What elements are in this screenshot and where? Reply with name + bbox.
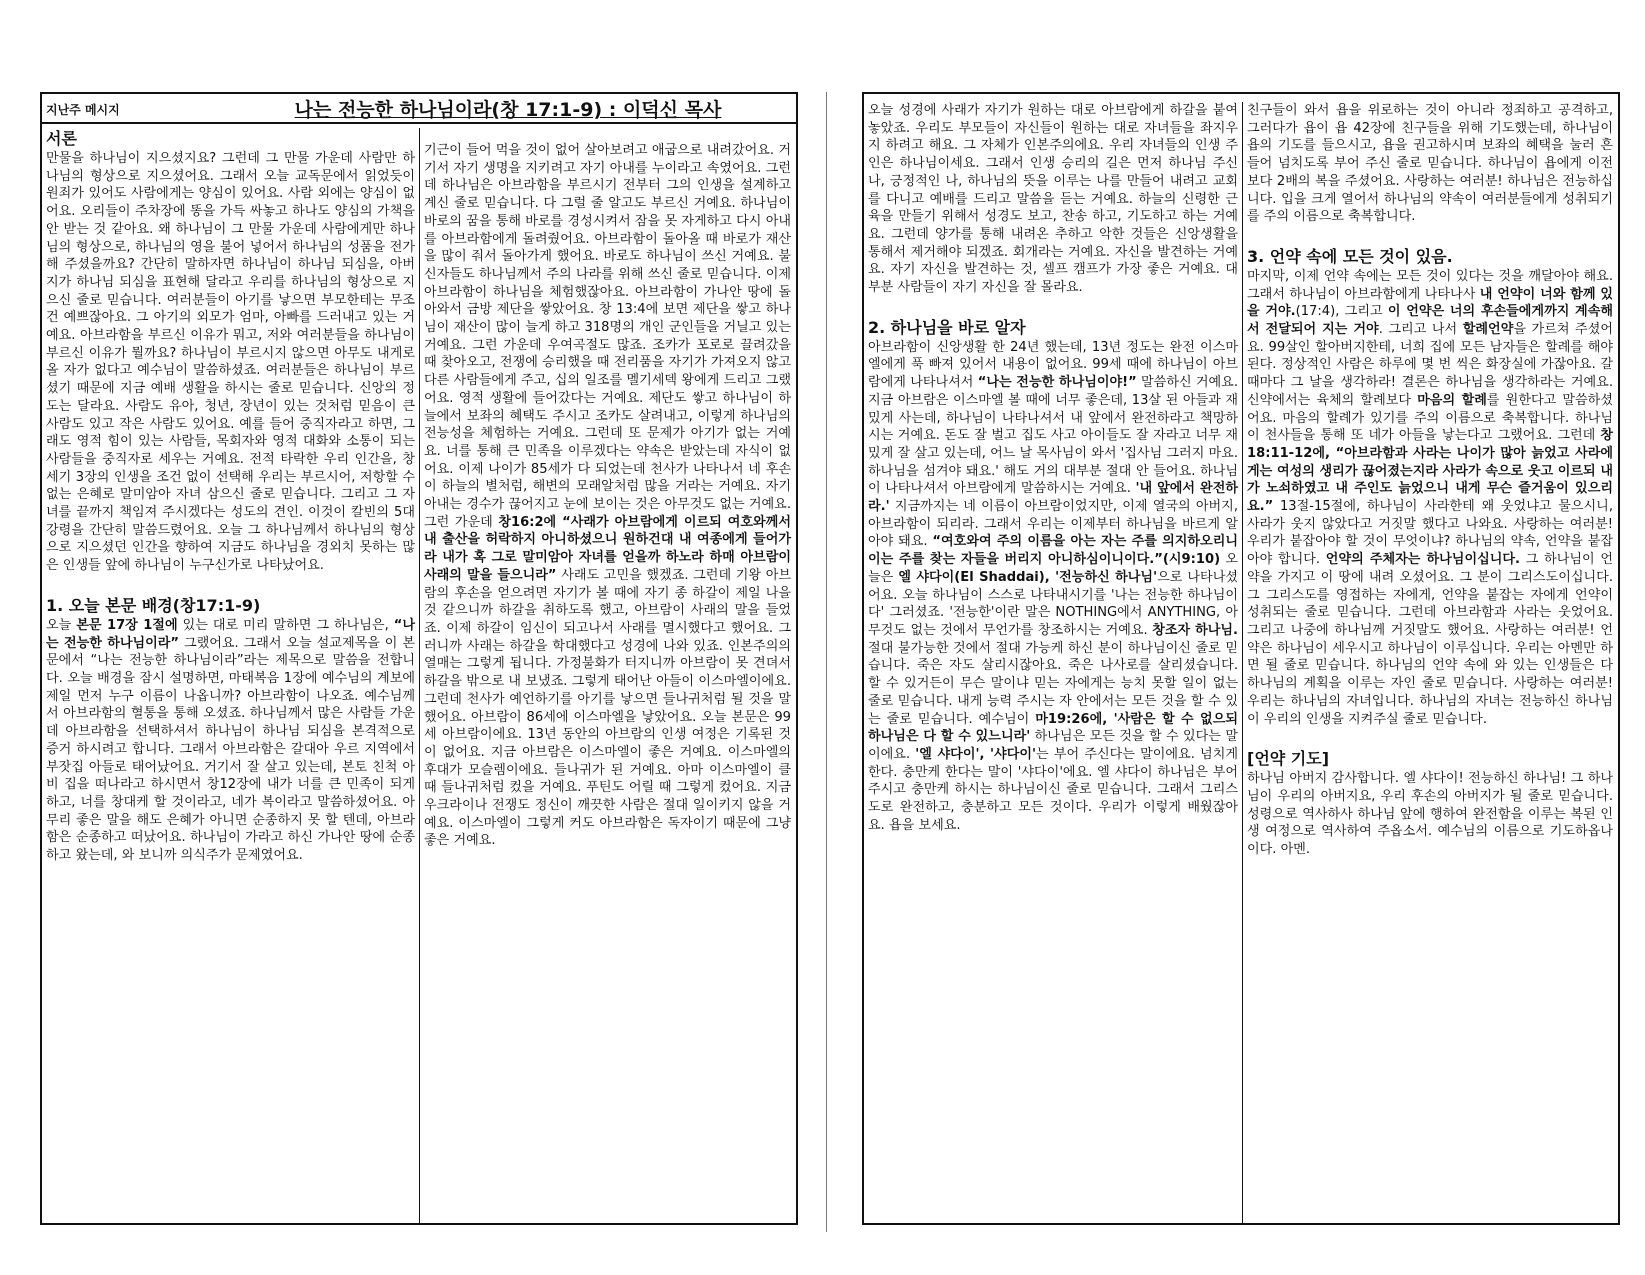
section-2-paragraph: 아브라함이 신앙생활 한 24년 했는데, 13년 정도는 완전 이스마엘에게 푹 빠져 있어서 내용이 없어요. 99세 때에 하나님이 아브람에게 나타나셔서 “나는 전능한 하나님이야!” 말씀하신 거예요. 지금 아브람은 이스마엘 볼 때에 너무 좋은데, 13살 된 아들과 재밌게 사는데, 하나님이 나타나셔서 내 앞에서 완전하라고 책망하시는 거예요. 돈도 잘 벌고 집도 사고 아이들도 잘 자라고 너무 재밌게 잘 살고 있는데, 어느 날 목사님이 와서 '집사님 그러지 마요. 하나님을 섬겨야 돼요.' 해도 거의 대부분 절대 안 들어요. 하나님이 나타나셔서 아브람에게 말씀하시는 거예요. '내 앞에서 완전하라.' 지금까지는 네 이름이 아브람이었지만, 이제 열국의 아버지, 아브라함이 되리라. 그래서 우리는 이제부터 하나님을 바르게 알아야 돼요. “여호와여 주의 이름을 아는 자는 주를 의지하오리니 이는 주를 찾는 자들을 버리지 아니하심이니이다.”(시9:10) 오늘은 엘 샤다이(El Shaddai), '전능하신 하나님'으로 나타나셨어요. 오늘 하나님이 스스로 나타내시기를 '나는 전능한 하나님이다' 그러셨죠. '전능한'이란 말은 NOTHING에서 ANYTHING, 아무것도 없는 것에서 무언가를 창조하시는 거예요. 창조자 하나님. 절대 불가능한 것에서 절대 가능케 하신 분이 하나님이신 줄로 믿습니다. 죽은 자도 살리시잖아요. 죽은 나사로를 살리셨습니다. 할 수 있거든이 무슨 말이냐 믿는 자에게는 능치 못할 일이 없는 줄로 믿습니다. 내게 능력 주시는 자 안에서는 모든 것을 할 수 있는 줄로 믿습니다. 예수님이 마19:26에, '사람은 할 수 없으되 하나님은 다 할 수 있느니라' 하나님은 모든 것을 할 수 있다는 말이에요. '엘 샤다이', '샤다이'는 부어 주신다는 말이에요. 넘치게 한다. 충만케 한다는 말이 '샤다이'에요. 엘 샤다이 하나님은 부어주시고 충만케 하시는 하나님이신 줄로 믿습니다. 그래서 그리스도로 완전하고, 충분하고 모든 것이다. 우리가 이렇게 배웠잖아요. 욥을 보세요. [868,339,1239,833]
header-bar [42,94,796,124]
section-1-continued-paragraph: 기근이 들어 먹을 것이 없어 살아보려고 애굽으로 내려갔어요. 거기서 자기 생명을 지키려고 자기 아내를 누이라고 속였어요. 그런데 하나님은 아브라함을 부르시기 전부터 그의 인생을 설계하고 계신 줄로 믿습니다. 다 그럴 줄 알고도 부르신 거예요. 하나님이 바로의 꿈을 통해 바로를 경성시켜서 잠을 못 자게하고 다시 아내를 아브라함에게 돌려줬어요. 아브라함이 돌아올 때 바로가 재산을 많이 줘서 돌아가게 했어요. 바로도 하나님이 쓰신 거예요. 불신자들도 하나님께서 주의 나라를 위해 쓰신 줄로 믿습니다. 이제 아브라함이 하나님을 체험했잖아요. 아브라함이 가나안 땅에 돌아와서 금방 제단을 쌓았어요. 창 13:4에 보면 제단을 쌓고 하나님이 재산이 많이 늘게 하고 318명의 개인 군인들을 거닐고 있는 거예요. 그런 가운데 우여곡절도 많죠. 조카가 포로로 끌려갔을 때 찾아오고, 전쟁에 승리했을 때 전리품을 자기가 가져오지 않고 다른 사람들에게 주고, 십의 일조를 멜기세덱 왕에게 드리고 그랬어요. 영적 생활에 들어갔다는 거예요. 제단도 쌓고 하나님이 하늘에서 보좌의 혜택도 주시고 조카도 살려내고, 이렇게 하나님의 전능성을 체험하는 거예요. 그런데 또 문제가 아기가 없는 거예요. 너를 통해 큰 민족을 이루겠다는 약속은 받았는데 자식이 없어요. 이제 나이가 85세가 다 되었는데 천사가 나타나서 네 후손이 하늘의 별처럼, 해변의 모래알처럼 많을 거라는 거예요. 자기 아내는 경수가 끊어지고 눈에 보이는 것은 아무것도 없는 거예요. 그런 가운데 창16:2에 “사래가 아브람에게 이르되 여호와께서 내 출산을 허락하지 아니하셨으니 원하건대 내 여종에게 들어가라 내가 혹 그로 말미암아 자녀를 얻을까 하노라 하매 아브람이 사래의 말을 들으니라” 사래도 고민을 했겠죠. 그런데 기왕 아브람의 후손을 얻으려면 자기가 볼 때에 자기 종 하갈이 제일 나을 것 같으니까 하갈을 취하도록 했고, 아브람이 사래의 말을 들었죠. 이제 하갈이 임신이 되고나서 사래를 멸시했다고 했어요. 그러니까 사래는 하갈을 학대했다고 성경에 나와 있죠. 인본주의의 열매는 그렇게 됩니다. 가정불화가 터지니까 아브람이 못 견뎌서 하갈을 밖으로 내 보냈죠. 그렇게 태어난 아들이 이스마엘이에요. 그런데 천사가 예언하기를 아기를 낳으면 들나귀처럼 될 것을 말했어요. 아브람이 86세에 이스마엘을 낳았어요. 오늘 본문은 99세 아브람이에요. 13년 동안의 아브람의 인생 여정은 기록된 것이 없어요. 지금 아브람은 이스마엘이 좋은 거예요. 이스마엘의 후대가 모슬렘이에요. 들나귀가 된 거예요. 아마 이스마엘이 클 때 들나귀처럼 컸을 거예요. 푸틴도 어릴 때 그렇게 컸어요. 지금 우크라이나 전쟁도 정신이 깨끗한 사람은 절대 일이키지 않을 거예요. 이스마엘이 그렇게 커도 아브라함은 독자이기 때문에 그냥 좋은 거예요. [424,143,791,849]
left-column-2 [420,142,795,1223]
sermon-title: 나는 전능한 하나님이라(창 17:1-9) : 이덕신 목사 [294,99,722,121]
left-column-1 [42,128,420,1223]
right-page [862,92,1620,1225]
right-column-2 [1243,102,1617,1223]
prayer-heading: [언약 기도] [1247,749,1330,769]
right-column-1 [864,102,1243,1223]
intro-heading: 서론 [46,129,77,148]
prayer-paragraph: 하나님 아버지 감사합니다. 엘 샤다이! 전능하신 하나님! 그 하나님이 우리의 아버지요, 우리 후손의 아버지가 될 줄로 믿습니다. 성령으로 역사하사 하나님 앞에 행하여 완전함을 이루는 복된 인생 여정으로 역사하여 주옵소서. 예수님의 이름으로 기도하옵나이다. 아멘. [1247,771,1613,858]
section-2-heading: 2. 하나님을 바로 알자 [868,317,1026,337]
page-divider-line [826,92,827,1232]
header-label: 지난주 메시지 [46,103,120,117]
section-1-paragraph: 오늘 본문 17장 1절에 있는 대로 미리 말하면 그 하나님은, “나는 전능한 하나님이라” 그랬어요. 그래서 오늘 설교제목을 이 본문에서 “나는 전능한 하나님이라”라는 제목으로 말씀을 전합니다. 오늘 배경을 잠시 설명하면, 마태복음 1장에 예수님의 계보에 제일 먼저 누구 이름이 나옵니까? 아브라함이 나오죠. 예수님께서 아브라함의 혈통을 통해 오셨죠. 하나님께서 많은 사람들 가운데 아브라함을 선택하셔서 하나님이 하나님 되심을 본격적으로 증거 하시려고 합니다. 그래서 아브라함은 갈대아 우르 지역에서 부잣집 아들로 태어났어요. 거기서 잘 살고 있는데, 본토 친척 아비 집을 떠나라고 하시면서 창12장에 내가 너를 큰 민족이 되게 하고, 너를 창대케 할 것이라고, 네가 복이라고 말씀하셨어요. 아무리 좋은 말을 해도 은혜가 아니면 순종하지 못 할 텐데, 아브라함은 순종하고 떠났어요. 하나님이 가라고 하신 가나안 땅에 순종하고 왔는데, 와 보니까 의식주가 문제였어요. [46,617,415,864]
section-1-closing-paragraph: 오늘 성경에 사래가 자기가 원하는 대로 아브람에게 하갈을 붙여 놓았죠. 우리도 부모들이 자신들이 원하는 대로 자녀들을 좌지우지 하려고 해요. 그 자체가 인본주의에요. 우리 자녀들의 인생 주인은 하나님이세요. 그래서 인생 승리의 길은 먼저 하나님 주신 나, 긍정적인 나, 하나님의 뜻을 이루는 나를 만들어 내려고 교회를 다니고 예배를 드리고 말씀을 듣는 거예요. 하늘의 신령한 근육을 만들기 위해서 성경도 보고, 찬송 하고, 기도하고 하는 거예요. 그런데 양가를 통해 내려온 추하고 악한 것들은 신앙생활을 통해서 제거해야 되겠죠. 회개라는 거예요. 자신을 발견하는 거예요. 자기 자신을 발견하는 것, 셀프 캠프가 가장 좋은 거예요. 대부분 사람들이 자기 자신을 잘 몰라요. [868,103,1238,296]
left-page [40,92,798,1225]
intro-paragraph: 만물을 하나님이 지으셨지요? 그런데 그 만물 가운데 사람만 하나님의 형상으로 지으셨어요. 그래서 오늘 교독문에서 읽었듯이 원죄가 있어도 사람에게는 양심이 있어요. 사람 외에는 양심이 없어요. 오리들이 주차장에 똥을 가득 싸놓고 하나도 양심의 가책을 안 받는 것 같아요. 왜 하나님이 그 만물 가운데 사람에게만 하나님의 형상으로, 하나님의 영을 불어 넣어서 하나님의 성품을 전가해 주셨을까요? 간단히 말하자면 하나님이 하나님 되심을, 아버지가 하나님 되심을 표현해 달라고 우리를 하나님의 형상으로 지으신 줄로 믿습니다. 여러분들이 아기를 낳으면 부모한테는 무조건 예쁘잖아요. 그 아기의 외모가 엄마, 아빠를 드러내고 있는 거예요. 아브라함을 부르신 이유가 뭐고, 저와 여러분들을 하나님이 부르신 이유가 뭘까요? 하나님이 부르시지 않으면 아무도 내게로 올 자가 없다고 예수님이 말씀하셨죠. 여러분들은 하나님이 부르셨기 때문에 지금 예배 생활을 하시는 줄로 믿습니다. 신앙의 정도는 달라요. 사람도 유아, 청년, 장년이 있는 것처럼 믿음이 큰 사람도 있고 작은 사람도 있어요. 예를 들어 중직자라고 하면, 그래도 영적 힘이 있는 사람들, 목회자와 영적 대화와 소통이 되는 사람들을 중직자로 세우는 거예요. 전적 타락한 우리 인간을, 창세기 3장의 인생을 조건 없이 선택해 우리는 부르시어, 저항할 수 없는 은혜로 말미암아 자녀 삼으신 줄로 믿습니다. 그리고 그 자녀를 끝까지 책임져 주시겠다는 성도의 견인. 이것이 칼빈의 5대 강령을 간단히 말씀드렸어요. 오늘 그 하나님께서 하나님의 형상으로 지으셨던 인간을 향하여 지금도 하나님을 경외치 못하는 많은 인생들 앞에 하나님이 누구신가로 나타났어요. [46,151,415,574]
section-3-paragraph: 마지막, 이제 언약 속에는 모든 것이 있다는 것을 깨달아야 해요. 그래서 하나님이 아브라함에게 나타나사 내 언약이 너와 함께 있을 거야.(17:4), 그리고 이 언약은 너의 후손들에게까지 계속해서 전달되어 지는 거야. 그리고 나서 할례언약을 가르쳐 주셨어요. 99살인 할아버지한테, 너희 집에 모든 남자들은 할례를 해야 된다. 정상적인 사람은 하루에 몇 번 씩은 화장실에 가잖아요. 갈 때마다 그 날을 생각하라! 결론은 하나님을 생각하라는 거예요. 신약에서는 육체의 할례보다 마음의 할례를 원한다고 말씀하셨어요. 마음의 할례가 있기를 주의 이름으로 축복합니다. 하나님이 천사들을 통해 또 네가 아들을 낳는다고 그랬어요. 그런데 창18:11-12에, “아브라함과 사라는 나이가 많아 늙었고 사라에게는 여성의 생리가 끊어졌는지라 사라가 속으로 웃고 이르되 내가 노쇠하였고 내 주인도 늙었으니 내게 무슨 즐거움이 있으리요.” 13절-15절에, 하나님이 사라한테 왜 웃었냐고 물으시니, 사라가 웃지 않았다고 거짓말 했다고 나와요. 사랑하는 여러분! 우리가 붙잡아야 할 것이 무엇이냐? 하나님의 약속, 언약을 붙잡아야 합니다. 언약의 주체자는 하나님이십니다. 그 하나님이 언약을 가지고 이 땅에 내려 오셨어요. 그 분이 그리스도이십니다. 그 그리스도를 영접하는 자에게, 언약을 붙잡는 자에게 언약이 성취되는 줄로 믿습니다. 그런데 아브라함과 사라는 웃었어요. 그리고 나중에 하나님께 거짓말도 했어요. 사랑하는 여러분! 언약은 하나님이 세우시고 하나님이 이루십니다. 우리는 아멘만 하면 될 줄로 믿습니다. 하나님의 언약 속에 와 있는 인생들은 다 하나님의 계획을 이루는 자인 줄로 믿습니다. 사랑하는 여러분! 우리는 하나님의 자녀입니다. 하나님의 자녀는 전능하신 하나님이 우리의 인생을 지켜주실 줄로 믿습니다. [1247,268,1613,727]
section-3-heading: 3. 언약 속에 모든 것이 있음. [1247,246,1453,266]
section-2-closing-paragraph: 친구들이 와서 욥을 위로하는 것이 아니라 정죄하고 공격하고, 그러다가 욥이 욥 42장에 친구들을 위해 기도했는데, 하나님이 욥의 기도를 들으시고, 욥을 권고하시며 보좌의 혜택을 눌러 흔들어 넘치도록 부어 주신 줄로 믿습니다. 하나님이 욥에게 이전보다 2배의 복을 주셨어요. 사랑하는 여러분! 하나님은 전능하십니다. 입을 크게 열어서 하나님의 약속이 여러분들에게 성취되기를 주의 이름으로 축복합니다. [1247,103,1613,225]
section-1-heading: 1. 오늘 본문 배경(창17:1-9) [46,595,261,615]
